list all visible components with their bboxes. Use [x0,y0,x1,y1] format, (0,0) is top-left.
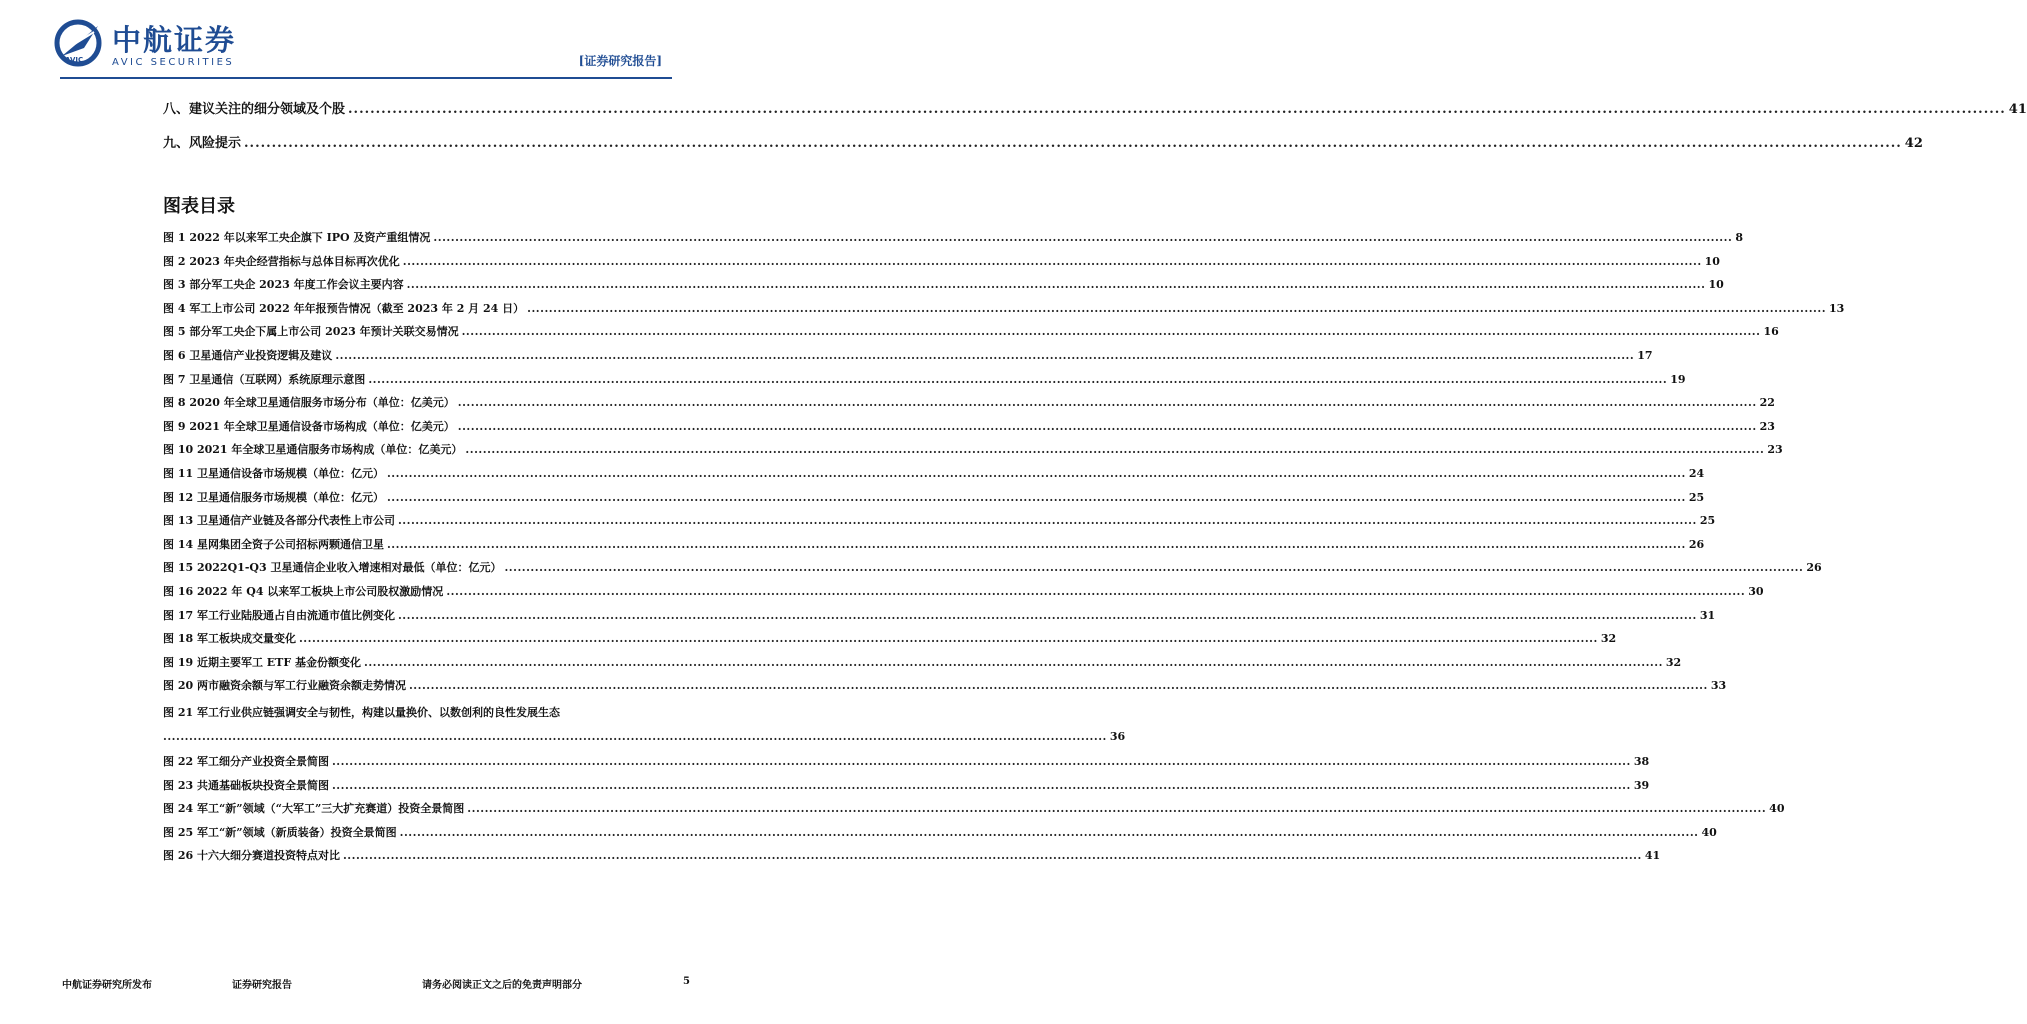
figure-entry-label: 图 19 近期主要军工 ETF 基金份额变化 [163,655,362,669]
dot-leader: ............................................................................................................................................................................................................................................................................................................ [467,802,1767,816]
dot-leader: ............................................................................................................................................................................................................................................................................................................ [386,490,1686,504]
figure-entry[interactable] [163,489,1705,505]
figure-entry-page: 26 [1688,537,1705,551]
dot-leader: ............................................................................................................................................................................................................................................................................................................ [244,136,1902,151]
toc-entry[interactable] [163,132,1923,151]
page-header [0,0,724,80]
toc-entry-page: 41 [2008,102,2027,117]
figure-entry-page: 32 [1665,655,1682,669]
brand-name-en: AVIC SECURITIES [112,57,235,68]
dot-leader: ............................................................................................................................................................................................................................................................................................................ [397,608,1697,622]
dot-leader: ............................................................................................................................................................................................................................................................................................................ [298,632,1598,646]
toc-entry-number: 九、 [163,136,190,151]
footer-page-number: 5 [683,976,690,987]
figure-entry[interactable] [163,607,1716,623]
figure-entry-label: 图 15 2022Q1-Q3 卫星通信企业收入增速相对最低（单位：亿元） [163,561,502,575]
figure-entry[interactable] [163,824,1717,840]
footer-report-type: 证券研究报告 [232,980,292,991]
figure-entry-page: 25 [1699,514,1716,528]
dot-leader: ............................................................................................................................................................................................................................................................................................................ [457,396,1757,410]
figure-entry[interactable] [163,300,1845,316]
dot-leader: ............................................................................................................................................................................................................................................................................................................ [348,102,2006,117]
figure-entry-label: 图 20 两市融资余额与军工行业融资余额走势情况 [163,679,406,693]
figure-entry-label: 图 8 2020 年全球卫星通信服务市场分布（单位：亿美元） [163,396,455,410]
figure-entry-label: 图 2 2023 年央企经营指标与总体目标再次优化 [163,254,400,268]
dot-leader: ............................................................................................................................................................................................................................................................................................................ [386,537,1686,551]
dot-leader: .......................................................................................................................................................................................................................... [163,730,1107,743]
toc-entry-page: 42 [1904,136,1923,151]
figure-21-line1[interactable]: 图 21 军工行业供应链强调安全与韧性，构建以量换价、以数创利的良性发展生态 [163,706,560,719]
figure-entry[interactable] [163,323,1779,339]
dot-leader: ............................................................................................................................................................................................................................................................................................................ [335,349,1635,362]
figure-entry[interactable] [163,536,1705,552]
figure-entry-label: 图 11 卫星通信设备市场规模（单位：亿元） [163,467,384,480]
figure-entry-page: 8 [1735,231,1743,244]
dot-leader: ............................................................................................................................................................................................................................................................................................................ [408,679,1708,693]
figure-entry-page: 40 [1701,825,1717,839]
dot-leader: ............................................................................................................................................................................................................................................................................................................ [342,849,1642,863]
figure-entry-page: 41 [1644,849,1661,863]
report-type-tag: [证券研究报告] [578,54,662,68]
dot-leader: ............................................................................................................................................................................................................................................................................................................ [402,254,1702,268]
toc-entry[interactable] [163,98,2027,117]
figure-entry[interactable] [163,371,1686,387]
figure-entry-label: 图 24 军工“新”领域（“大军工”三大扩充赛道）投资全景简图 [163,802,465,816]
dot-leader: ............................................................................................................................................................................................................................................................................................................ [504,561,1804,575]
figure-entry-page: 39 [1633,778,1650,792]
header-divider [60,77,672,79]
toc-entry-number: 八、 [163,102,190,117]
figure-entry-page: 26 [1806,561,1822,575]
figure-entry-page: 22 [1759,396,1775,410]
figure-entry-label: 图 3 部分军工央企 2023 年度工作会议主要内容 [163,278,404,292]
figure-entry-page: 10 [1708,278,1724,292]
figure-entry[interactable] [163,559,1822,575]
figure-entry-page: 23 [1759,419,1775,433]
dot-leader: ............................................................................................................................................................................................................................................................................................................ [386,467,1686,480]
figure-21-line2[interactable] [163,730,1126,743]
figure-entry[interactable] [163,777,1650,793]
toc-entry-title: 建议关注的细分领域及个股 [189,102,346,117]
toc-entry-title: 风险提示 [189,136,242,151]
figure-entry-label: 图 5 部分军工央企下属上市公司 2023 年预计关联交易情况 [163,325,459,339]
figure-entry-label: 图 10 2021 年全球卫星通信服务市场构成（单位：亿美元） [163,443,463,457]
figure-entry-label: 图 22 军工细分产业投资全景简图 [163,755,329,768]
logo-text: AVIC [65,56,84,64]
figure-entry-label: 图 16 2022 年 Q4 以来军工板块上市公司股权激励情况 [163,585,444,598]
avic-logo-icon [54,18,106,68]
figure-entry-label: 图 26 十六大细分赛道投资特点对比 [163,849,340,863]
figure-entry[interactable] [163,347,1653,363]
figure-entry-page: 23 [1767,443,1783,457]
dot-leader: ............................................................................................................................................................................................................................................................................................................ [399,825,1699,839]
figure-entry-label: 图 6 卫星通信产业投资逻辑及建议 [163,349,333,362]
figure-entry[interactable] [163,800,1785,816]
figure-entry-label: 图 4 军工上市公司 2022 年年报预告情况（截至 2023 年 2 月 24 日） [163,301,525,315]
figure-entry[interactable] [163,847,1661,863]
figure-entry-label: 图 12 卫星通信服务市场规模（单位：亿元） [163,490,384,504]
footer-publisher: 中航证券研究所发布 [62,980,152,991]
brand-name-cn: 中航证券 [112,23,237,57]
figure-21-page: 36 [1109,730,1126,743]
figure-entry-page: 38 [1633,755,1650,768]
figure-entry-label: 图 14 星网集团全资子公司招标两颗通信卫星 [163,537,384,551]
figure-entry-page: 10 [1704,254,1720,268]
dot-leader: ............................................................................................................................................................................................................................................................................................................ [465,443,1765,457]
figure-entry[interactable] [163,677,1727,693]
figure-entry-page: 13 [1829,301,1845,315]
figure-entry-page: 31 [1699,608,1716,622]
figure-entry[interactable] [163,465,1705,481]
dot-leader: ............................................................................................................................................................................................................................................................................................................ [433,231,1733,244]
figures-list-title: 图表目录 [163,196,235,217]
dot-leader: ............................................................................................................................................................................................................................................................................................................ [331,755,1631,768]
dot-leader: ............................................................................................................................................................................................................................................................................................................ [527,301,1827,315]
figure-entry[interactable] [163,630,1617,646]
figure-entry-page: 33 [1710,679,1727,693]
figure-entry-page: 17 [1637,349,1653,362]
figure-entry-label: 图 1 2022 年以来军工央企旗下 IPO 及资产重组情况 [163,231,431,244]
figure-entry-page: 25 [1688,490,1705,504]
figure-entry-label: 图 7 卫星通信（互联网）系统原理示意图 [163,372,366,386]
figure-entry[interactable] [163,441,1783,457]
figure-entry-label: 图 9 2021 年全球卫星通信设备市场构成（单位：亿美元） [163,419,455,433]
dot-leader: ............................................................................................................................................................................................................................................................................................................ [331,778,1631,792]
figure-entry[interactable] [163,418,1775,434]
footer-disclaimer-note: 请务必阅读正文之后的免责声明部分 [422,980,582,991]
dot-leader: ............................................................................................................................................................................................................................................................................................................ [406,278,1706,292]
figure-entry[interactable] [163,512,1716,528]
dot-leader: ............................................................................................................................................................................................................................................................................................................ [364,655,1663,669]
figure-entry[interactable] [163,394,1775,410]
dot-leader: ............................................................................................................................................................................................................................................................................................................ [446,585,1746,598]
figure-entry[interactable] [163,583,1764,599]
dot-leader: ............................................................................................................................................................................................................................................................................................................ [457,419,1757,433]
figure-entry-label: 图 18 军工板块成交量变化 [163,632,296,646]
figure-entry[interactable] [163,229,1743,245]
dot-leader: ............................................................................................................................................................................................................................................................................................................ [397,514,1697,528]
figure-entry[interactable] [163,276,1724,292]
figure-entry-page: 40 [1769,802,1785,816]
figure-entry-page: 19 [1670,372,1686,386]
figure-entry-page: 16 [1763,325,1779,339]
figure-entry-label: 图 17 军工行业陆股通占自由流通市值比例变化 [163,608,395,622]
figure-entry-page: 30 [1748,585,1764,598]
figure-entry-label: 图 13 卫星通信产业链及各部分代表性上市公司 [163,514,395,528]
figure-entry-page: 24 [1688,467,1705,480]
figure-entry[interactable] [163,753,1650,769]
figure-entry[interactable] [163,253,1720,269]
figure-entry-page: 32 [1600,632,1617,646]
figure-entry[interactable] [163,654,1682,670]
figure-entry-label: 图 23 共通基础板块投资全景简图 [163,778,329,792]
dot-leader: ............................................................................................................................................................................................................................................................................................................ [368,372,1668,386]
figure-entry-label: 图 25 军工“新”领域（新质装备）投资全景简图 [163,825,397,839]
dot-leader: ............................................................................................................................................................................................................................................................................................................ [461,325,1761,339]
